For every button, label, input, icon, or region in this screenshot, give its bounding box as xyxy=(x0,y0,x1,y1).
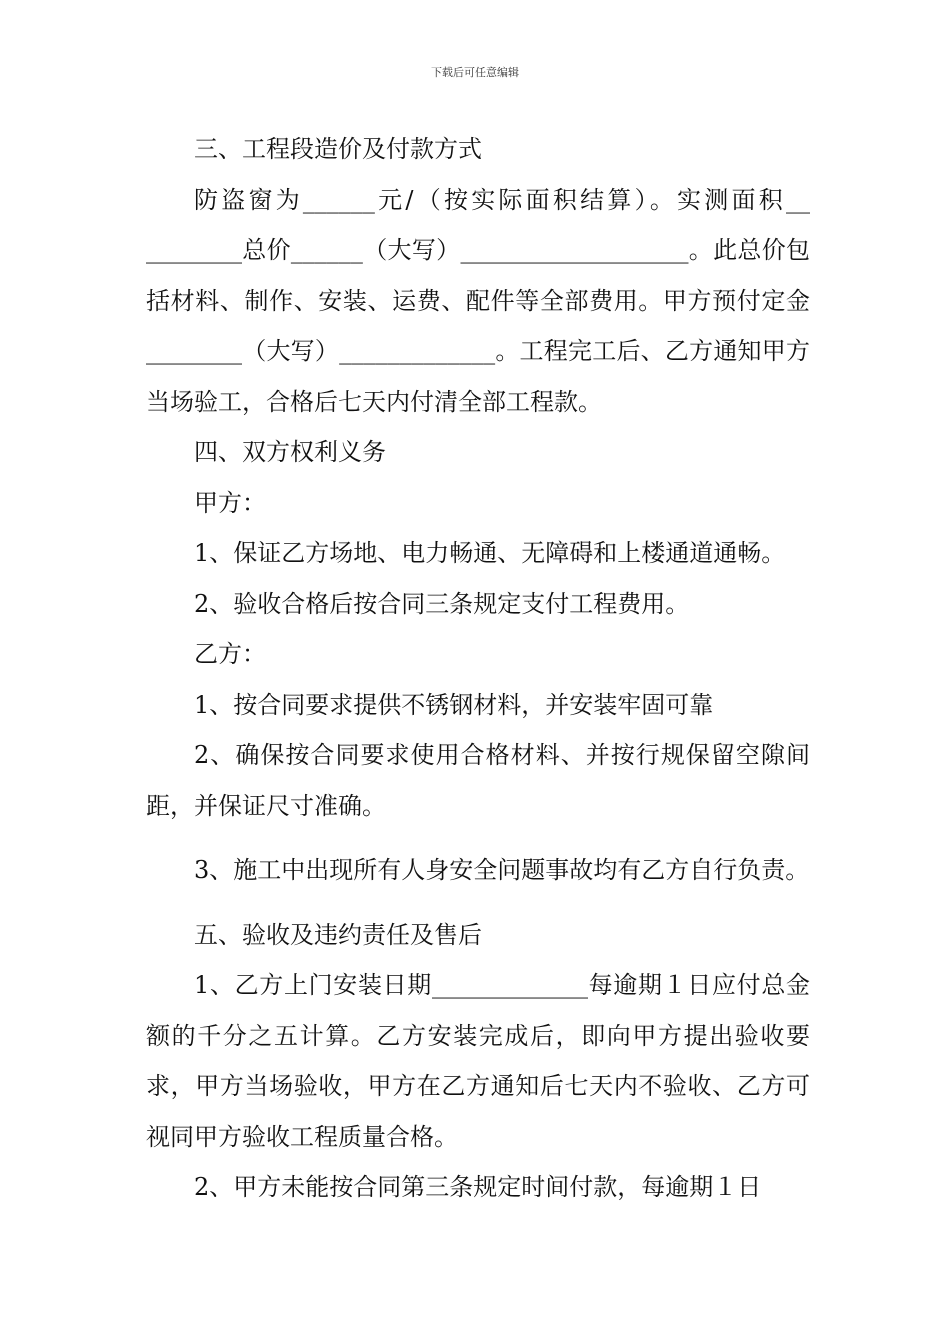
party-a-item-2: 2、验收合格后按合同三条规定支付工程费用。 xyxy=(194,589,690,618)
party-a-label: 甲方： xyxy=(194,488,266,517)
paragraph-price-terms: 防盗窗为______元/（按实际面积结算）。实测面积__ ________总价______（大写）___________________。此总价包括材料、制作、安装、运费、配件等全部费用。甲方预付定金________（大写）_____________。工程完工后、乙方通知甲方当场验工，合格后七天内付清全部工程款。 xyxy=(146,185,810,416)
section-heading-rights: 四、双方权利义务 xyxy=(194,438,386,466)
party-b-item-2: 2、确保按合同要求使用合格材料、并按行规保留空隙间距，并保证尺寸准确。 xyxy=(146,741,810,820)
section-heading-price: 三、工程段造价及付款方式 xyxy=(194,135,482,163)
section-heading-acceptance: 五、验收及违约责任及售后 xyxy=(194,920,482,949)
acceptance-item-2: 2、甲方未能按合同第三条规定时间付款，每逾期１日 xyxy=(194,1173,762,1201)
acceptance-item-1: 1、乙方上门安装日期_____________每逾期１日应付总金额的千分之五计算。乙方安装完成后，即向甲方提出验收要求，甲方当场验收，甲方在乙方通知后七天内不验收、乙方可视同甲方验收工程质量合格。 xyxy=(146,971,810,1151)
party-b-item-3: 3、施工中出现所有人身安全问题事故均有乙方自行负责。 xyxy=(194,856,810,884)
page-header-note: 下载后可任意编辑 xyxy=(431,66,519,79)
party-a-item-1: 1、保证乙方场地、电力畅通、无障碍和上楼通道通畅。 xyxy=(194,539,786,567)
party-b-label: 乙方： xyxy=(194,640,266,668)
document-body xyxy=(146,124,810,1213)
party-b-item-1: 1、按合同要求提供不锈钢材料，并安装牢固可靠 xyxy=(194,690,714,719)
